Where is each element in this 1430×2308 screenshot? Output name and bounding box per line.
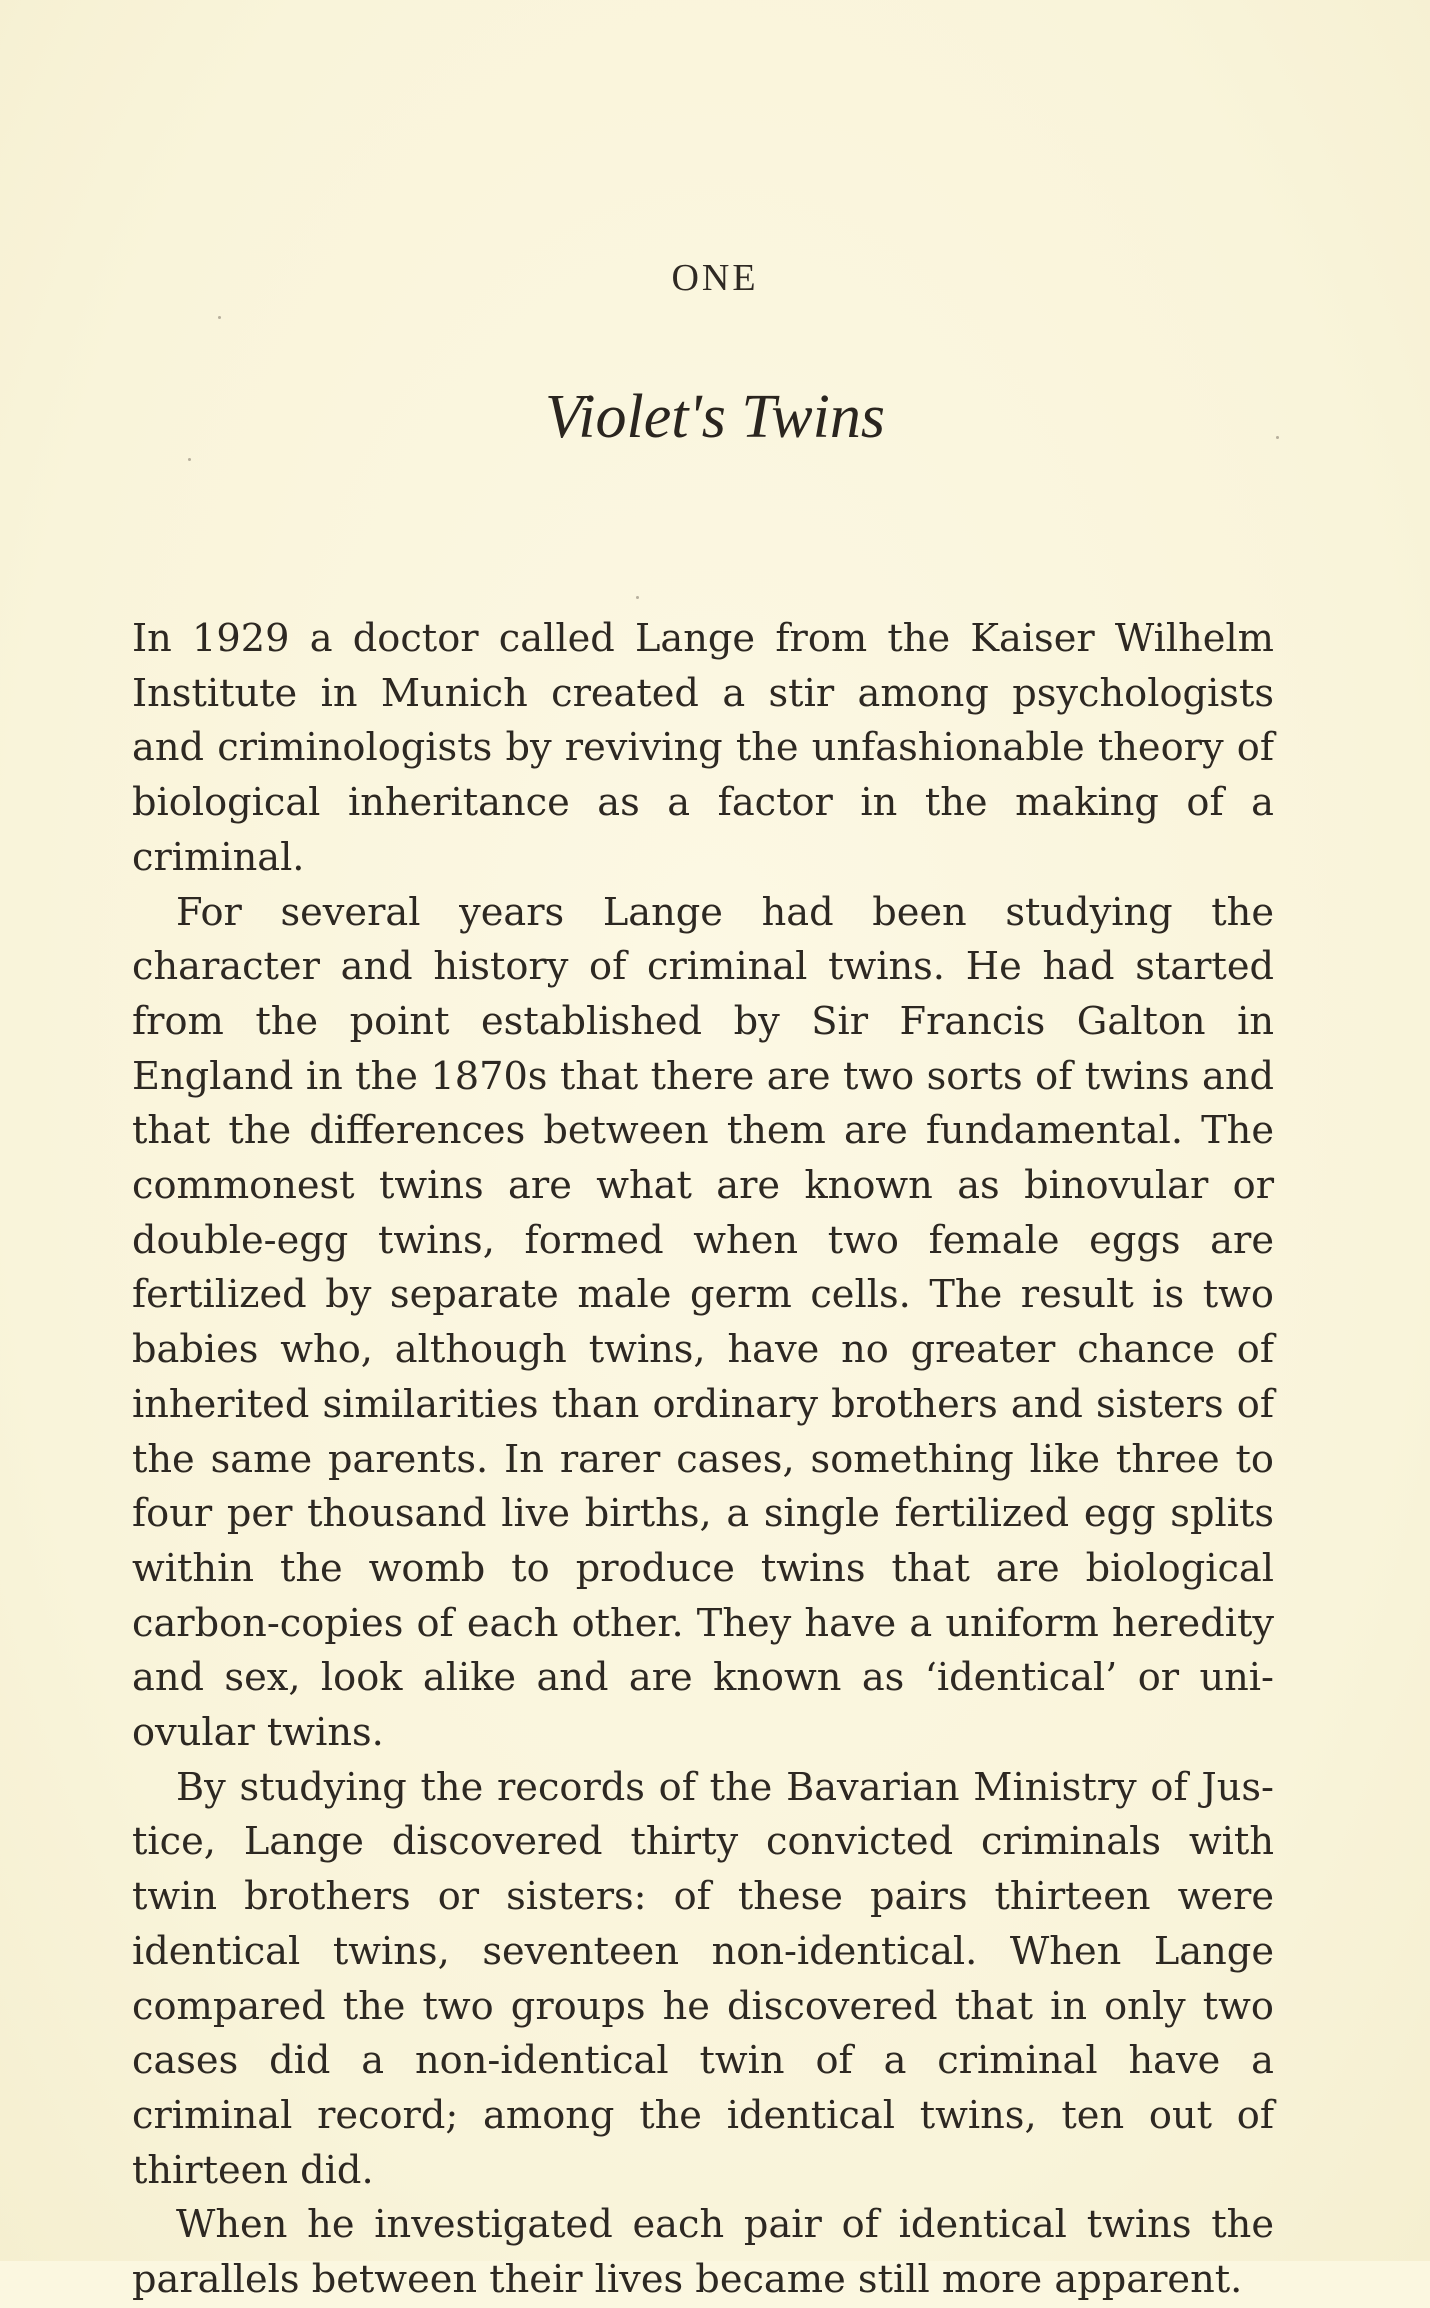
paper-speck — [188, 458, 191, 461]
paper-speck — [218, 316, 221, 319]
paragraph-4: When he investigated each pair of identical twins the parallels between their lives became still more apparent. — [132, 2202, 1274, 2303]
paragraph-2: For several years Lange had been studying the character and history of criminal twins. He had started from the point established by Sir Francis Galton in England in the 1870s that there are two sorts of twins and that the differences between them are fundamental. The commonest twins are what are known as binovular or double-egg twins, formed when two female eggs are fertilized by separate male germ cells. The result is two babies who, although twins, have no greater chance of inherited similarities than ordinary brothers and sisters of the same parents. In rarer cases, something like three to four per thousand live births, a single fertilized egg splits within the womb to produce twins that are biological carbon-copies of each other. They have a uniform heredity and sex, look alike and are known as ‘identical’ or uni-ovular twins. — [132, 889, 1274, 1756]
chapter-number: ONE — [671, 257, 759, 299]
paragraph-3: By studying the records of the Bavarian Ministry of Justice, Lange discovered thirty convicted criminals with twin brothers or sisters: of these pairs thirteen were identical twins, seventeen non-identical. When Lange compared the two groups he discovered that in only two cases did a non-identical twin of a criminal have a criminal record; among the identical twins, ten out of thirteen did. — [132, 1764, 1274, 2193]
paragraph-1: In 1929 a doctor called Lange from the Kaiser Wilhelm Institute in Munich created a stir among psychologists and criminologists by reviving the unfashionable theory of biological inheritance as a factor in the making of a criminal. — [132, 616, 1274, 880]
paper-speck — [636, 596, 639, 599]
chapter-body — [132, 612, 1274, 2308]
chapter-title: Violet's Twins — [545, 383, 885, 451]
